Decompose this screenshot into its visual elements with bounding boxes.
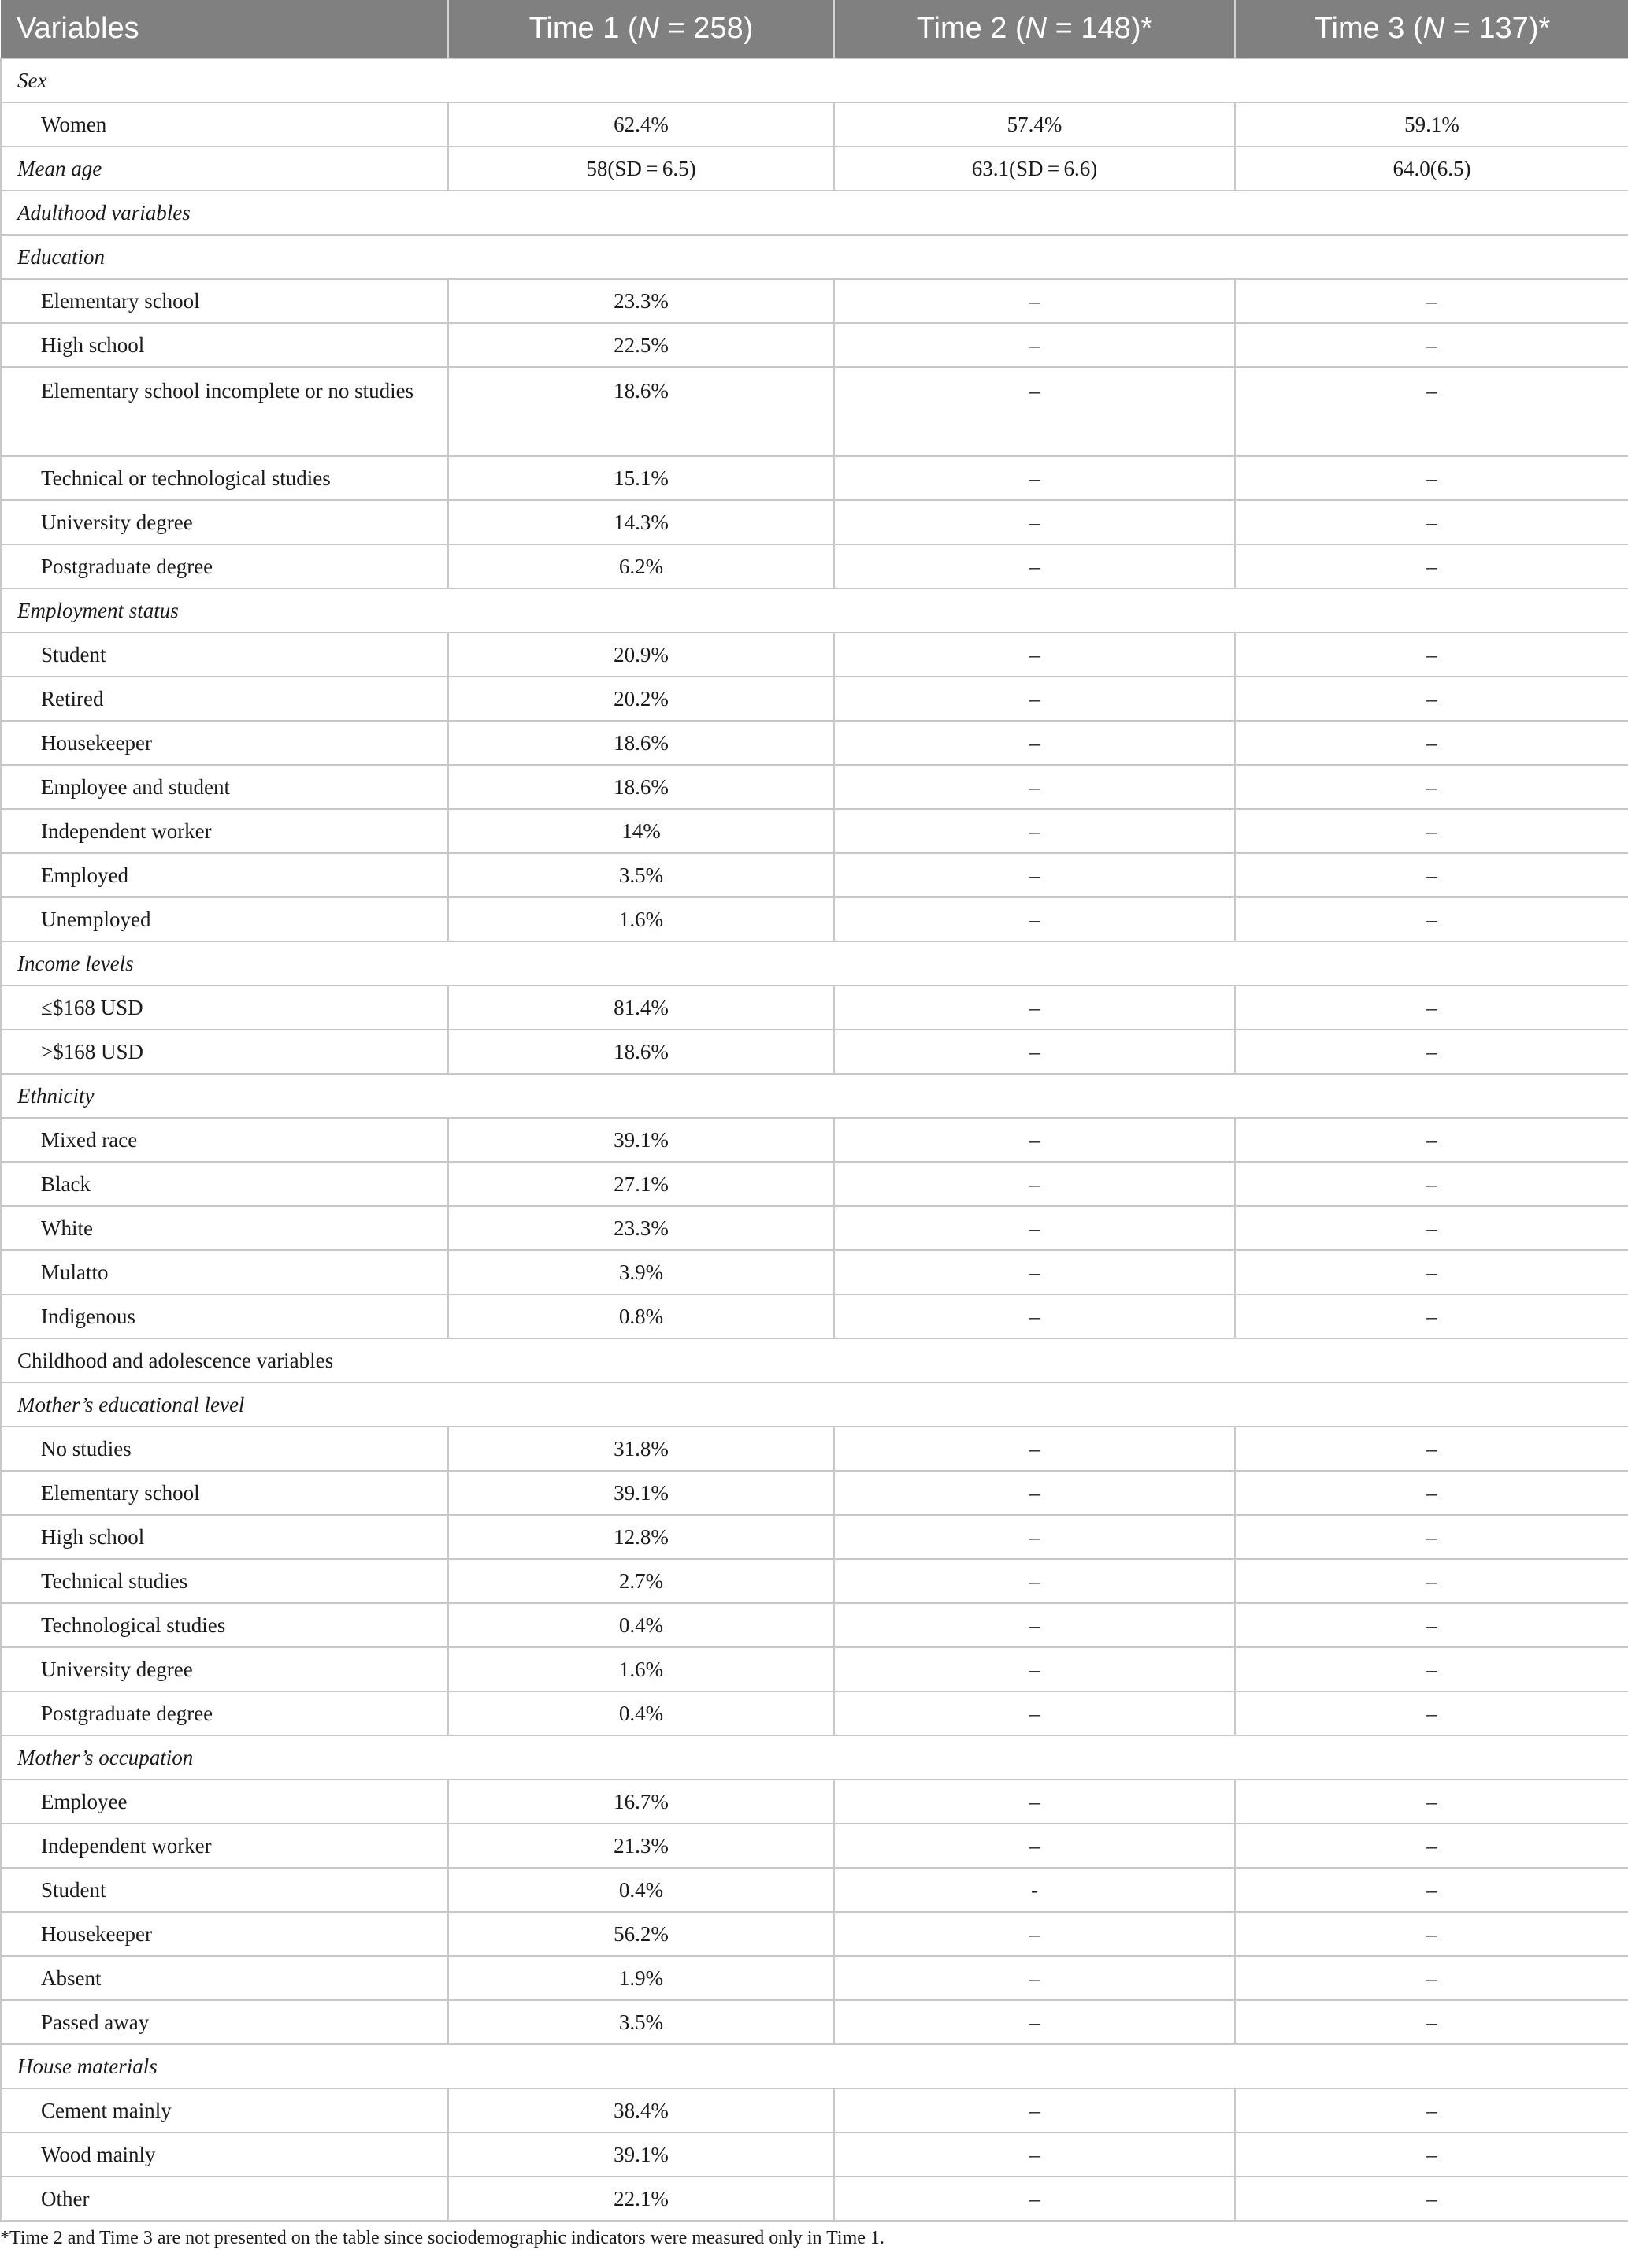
cell-time-3: – <box>1235 456 1628 500</box>
table-row <box>1 1515 1628 1559</box>
section-header-row <box>1 235 1628 279</box>
cell-time-3: – <box>1235 1206 1628 1250</box>
section-label: Income levels <box>1 941 1628 986</box>
row-label: Mulatto <box>1 1250 448 1294</box>
cell-time-1: 0.4% <box>448 1691 834 1735</box>
cell-time-3: 64.0(6.5) <box>1235 147 1628 191</box>
cell-time-3: – <box>1235 367 1628 456</box>
table-header <box>1 0 1628 58</box>
table-row <box>1 1294 1628 1338</box>
cell-time-3: – <box>1235 1868 1628 1912</box>
cell-time-2: – <box>834 1030 1235 1074</box>
cell-time-1: 38.4% <box>448 2088 834 2133</box>
cell-time-3: – <box>1235 1294 1628 1338</box>
cell-time-1: 14% <box>448 809 834 853</box>
cell-time-3: – <box>1235 544 1628 588</box>
cell-time-2: – <box>834 1603 1235 1647</box>
cell-time-3: – <box>1235 2133 1628 2177</box>
cell-time-2: – <box>834 456 1235 500</box>
cell-time-2: – <box>834 2177 1235 2221</box>
section-label: Mother’s occupation <box>1 1735 1628 1780</box>
table-row <box>1 279 1628 323</box>
section-label: Employment status <box>1 588 1628 633</box>
cell-time-2: – <box>834 1250 1235 1294</box>
section-header-row <box>1 191 1628 235</box>
row-label: Elementary school <box>1 1471 448 1515</box>
cell-time-2: – <box>834 1118 1235 1162</box>
cell-time-3: – <box>1235 721 1628 765</box>
row-label: Employee <box>1 1780 448 1824</box>
header-time-1-pre: Time 1 ( <box>528 12 638 45</box>
section-header-row <box>1 2044 1628 2088</box>
table-row <box>1 1471 1628 1515</box>
cell-time-2: – <box>834 1647 1235 1691</box>
table-row <box>1 1647 1628 1691</box>
section-label: Education <box>1 235 1628 279</box>
section-header-row <box>1 1074 1628 1118</box>
cell-time-2: – <box>834 1956 1235 2000</box>
section-header-row <box>1 941 1628 986</box>
row-label: ≤$168 USD <box>1 986 448 1030</box>
cell-time-1: 1.9% <box>448 1956 834 2000</box>
header-time-3-pre: Time 3 ( <box>1314 12 1423 45</box>
cell-time-3: – <box>1235 1118 1628 1162</box>
cell-time-2: – <box>834 721 1235 765</box>
cell-time-1: 0.4% <box>448 1603 834 1647</box>
cell-time-2: – <box>834 809 1235 853</box>
cell-time-2: – <box>834 323 1235 367</box>
table-row <box>1 1118 1628 1162</box>
table-row <box>1 1824 1628 1868</box>
cell-time-3: – <box>1235 809 1628 853</box>
cell-time-2: – <box>834 2000 1235 2044</box>
cell-time-2: – <box>834 1691 1235 1735</box>
cell-time-2: – <box>834 986 1235 1030</box>
header-time-3 <box>1235 0 1628 58</box>
cell-time-2: – <box>834 677 1235 721</box>
cell-time-1: 22.5% <box>448 323 834 367</box>
cell-time-2: – <box>834 1912 1235 1956</box>
header-time-3-n: N <box>1422 12 1445 45</box>
cell-time-2: – <box>834 1559 1235 1603</box>
cell-time-1: 31.8% <box>448 1427 834 1471</box>
cell-time-3: – <box>1235 1603 1628 1647</box>
cell-time-2: – <box>834 765 1235 809</box>
cell-time-3: – <box>1235 500 1628 544</box>
row-label: Black <box>1 1162 448 1206</box>
cell-time-1: 18.6% <box>448 367 834 456</box>
cell-time-2: – <box>834 1294 1235 1338</box>
cell-time-3: – <box>1235 1030 1628 1074</box>
cell-time-3: – <box>1235 1559 1628 1603</box>
cell-time-3: – <box>1235 1912 1628 1956</box>
cell-time-1: 56.2% <box>448 1912 834 1956</box>
row-label: Employed <box>1 853 448 897</box>
cell-time-2: – <box>834 2133 1235 2177</box>
row-label: No studies <box>1 1427 448 1471</box>
cell-time-1: 27.1% <box>448 1162 834 1206</box>
cell-time-1: 16.7% <box>448 1780 834 1824</box>
cell-time-1: 2.7% <box>448 1559 834 1603</box>
row-label: Housekeeper <box>1 1912 448 1956</box>
table-row <box>1 500 1628 544</box>
cell-time-3: – <box>1235 279 1628 323</box>
cell-time-1: 81.4% <box>448 986 834 1030</box>
cell-time-3: – <box>1235 1824 1628 1868</box>
table-row <box>1 1162 1628 1206</box>
cell-time-2: – <box>834 1206 1235 1250</box>
cell-time-1: 23.3% <box>448 1206 834 1250</box>
table-row <box>1 544 1628 588</box>
cell-time-3: – <box>1235 677 1628 721</box>
cell-time-2: 63.1(SD = 6.6) <box>834 147 1235 191</box>
row-label: Housekeeper <box>1 721 448 765</box>
header-time-2-pre: Time 2 ( <box>916 12 1025 45</box>
table-row <box>1 1427 1628 1471</box>
section-label: Adulthood variables <box>1 191 1628 235</box>
table-row <box>1 853 1628 897</box>
header-time-1 <box>448 0 834 58</box>
table-row <box>1 677 1628 721</box>
cell-time-1: 1.6% <box>448 897 834 941</box>
row-label: Cement mainly <box>1 2088 448 2133</box>
table-row <box>1 809 1628 853</box>
cell-time-3: – <box>1235 1427 1628 1471</box>
cell-time-2: – <box>834 367 1235 456</box>
table-row <box>1 721 1628 765</box>
table-row <box>1 1956 1628 2000</box>
cell-time-2: – <box>834 897 1235 941</box>
cell-time-2: – <box>834 544 1235 588</box>
cell-time-1: 62.4% <box>448 102 834 147</box>
table-row <box>1 897 1628 941</box>
section-label: Ethnicity <box>1 1074 1628 1118</box>
cell-time-3: – <box>1235 2088 1628 2133</box>
row-label: Employee and student <box>1 765 448 809</box>
row-label: Postgraduate degree <box>1 1691 448 1735</box>
cell-time-3: – <box>1235 1162 1628 1206</box>
cell-time-2: – <box>834 500 1235 544</box>
cell-time-2: 57.4% <box>834 102 1235 147</box>
section-label: Sex <box>1 58 1628 102</box>
table-body <box>1 58 1628 2221</box>
row-label: Mean age <box>1 147 448 191</box>
cell-time-1: 1.6% <box>448 1647 834 1691</box>
cell-time-1: 23.3% <box>448 279 834 323</box>
section-header-row <box>1 58 1628 102</box>
row-label: Passed away <box>1 2000 448 2044</box>
cell-time-1: 39.1% <box>448 1118 834 1162</box>
cell-time-1: 39.1% <box>448 2133 834 2177</box>
cell-time-2: – <box>834 1471 1235 1515</box>
table-row <box>1 102 1628 147</box>
row-label: Technical or technological studies <box>1 456 448 500</box>
cell-time-1: 0.4% <box>448 1868 834 1912</box>
table-row <box>1 1250 1628 1294</box>
row-label: White <box>1 1206 448 1250</box>
section-label: House materials <box>1 2044 1628 2088</box>
row-label: Absent <box>1 1956 448 2000</box>
header-time-2-n: N <box>1025 12 1048 45</box>
section-label: Childhood and adolescence variables <box>1 1338 1628 1383</box>
cell-time-2: – <box>834 1780 1235 1824</box>
cell-time-3: – <box>1235 323 1628 367</box>
table-row <box>1 1603 1628 1647</box>
table-row <box>1 1691 1628 1735</box>
cell-time-3: – <box>1235 1956 1628 2000</box>
table-row <box>1 1206 1628 1250</box>
table-row <box>1 367 1628 456</box>
cell-time-3: – <box>1235 765 1628 809</box>
cell-time-1: 12.8% <box>448 1515 834 1559</box>
table-row <box>1 1780 1628 1824</box>
table-row <box>1 1868 1628 1912</box>
cell-time-1: 3.5% <box>448 853 834 897</box>
section-header-row <box>1 1338 1628 1383</box>
cell-time-1: 18.6% <box>448 721 834 765</box>
row-label: Other <box>1 2177 448 2221</box>
header-time-2-post: = 148)* <box>1047 12 1153 45</box>
cell-time-3: – <box>1235 986 1628 1030</box>
cell-time-2: – <box>834 1427 1235 1471</box>
section-label: Mother’s educational level <box>1 1383 1628 1427</box>
row-label: Independent worker <box>1 809 448 853</box>
section-header-row <box>1 1383 1628 1427</box>
row-label: Mixed race <box>1 1118 448 1162</box>
table-footnote: *Time 2 and Time 3 are not presented on the table since sociodemographic indicators were measured only in Time 1. <box>0 2228 884 2248</box>
cell-time-3: – <box>1235 853 1628 897</box>
cell-time-3: – <box>1235 2000 1628 2044</box>
row-label: Retired <box>1 677 448 721</box>
cell-time-3: – <box>1235 1691 1628 1735</box>
row-label: University degree <box>1 1647 448 1691</box>
cell-time-1: 20.9% <box>448 633 834 677</box>
table-row <box>1 2177 1628 2221</box>
row-label: University degree <box>1 500 448 544</box>
cell-time-1: 21.3% <box>448 1824 834 1868</box>
table-row <box>1 765 1628 809</box>
table-row <box>1 147 1628 191</box>
cell-time-1: 0.8% <box>448 1294 834 1338</box>
cell-time-1: 20.2% <box>448 677 834 721</box>
row-label: Independent worker <box>1 1824 448 1868</box>
cell-time-3: – <box>1235 1250 1628 1294</box>
cell-time-1: 14.3% <box>448 500 834 544</box>
row-label: Unemployed <box>1 897 448 941</box>
table-row <box>1 1030 1628 1074</box>
cell-time-3: – <box>1235 633 1628 677</box>
row-label: High school <box>1 1515 448 1559</box>
cell-time-2: – <box>834 633 1235 677</box>
row-label: High school <box>1 323 448 367</box>
cell-time-1: 3.9% <box>448 1250 834 1294</box>
cell-time-2: – <box>834 1824 1235 1868</box>
cell-time-3: – <box>1235 2177 1628 2221</box>
header-time-1-n: N <box>637 12 659 45</box>
cell-time-1: 3.5% <box>448 2000 834 2044</box>
cell-time-1: 15.1% <box>448 456 834 500</box>
row-label: Technical studies <box>1 1559 448 1603</box>
cell-time-3: – <box>1235 1515 1628 1559</box>
table-row <box>1 2000 1628 2044</box>
cell-time-3: 59.1% <box>1235 102 1628 147</box>
row-label: >$168 USD <box>1 1030 448 1074</box>
cell-time-2: - <box>834 1868 1235 1912</box>
table-row <box>1 456 1628 500</box>
cell-time-1: 22.1% <box>448 2177 834 2221</box>
header-time-3-post: = 137)* <box>1444 12 1551 45</box>
cell-time-2: – <box>834 279 1235 323</box>
section-header-row <box>1 588 1628 633</box>
row-label: Women <box>1 102 448 147</box>
row-label: Postgraduate degree <box>1 544 448 588</box>
cell-time-3: – <box>1235 1647 1628 1691</box>
header-variables: Variables <box>1 0 448 58</box>
table-row <box>1 986 1628 1030</box>
header-time-2 <box>834 0 1235 58</box>
row-label: Student <box>1 1868 448 1912</box>
cell-time-1: 18.6% <box>448 765 834 809</box>
cell-time-1: 58(SD = 6.5) <box>448 147 834 191</box>
row-label: Elementary school <box>1 279 448 323</box>
cell-time-1: 39.1% <box>448 1471 834 1515</box>
table-row <box>1 1559 1628 1603</box>
cell-time-2: – <box>834 1515 1235 1559</box>
cell-time-2: – <box>834 853 1235 897</box>
row-label: Technological studies <box>1 1603 448 1647</box>
row-label: Elementary school incomplete or no studies <box>1 367 448 456</box>
cell-time-1: 18.6% <box>448 1030 834 1074</box>
table-row <box>1 1912 1628 1956</box>
row-label: Indigenous <box>1 1294 448 1338</box>
row-label: Wood mainly <box>1 2133 448 2177</box>
cell-time-2: – <box>834 1162 1235 1206</box>
row-label: Student <box>1 633 448 677</box>
header-row <box>1 0 1628 58</box>
table-row <box>1 323 1628 367</box>
section-header-row <box>1 1735 1628 1780</box>
table-row <box>1 2088 1628 2133</box>
cell-time-1: 6.2% <box>448 544 834 588</box>
table-row <box>1 633 1628 677</box>
header-time-1-post: = 258) <box>659 12 754 45</box>
cell-time-2: – <box>834 2088 1235 2133</box>
table-row <box>1 2133 1628 2177</box>
cell-time-3: – <box>1235 1780 1628 1824</box>
cell-time-3: – <box>1235 1471 1628 1515</box>
cell-time-3: – <box>1235 897 1628 941</box>
